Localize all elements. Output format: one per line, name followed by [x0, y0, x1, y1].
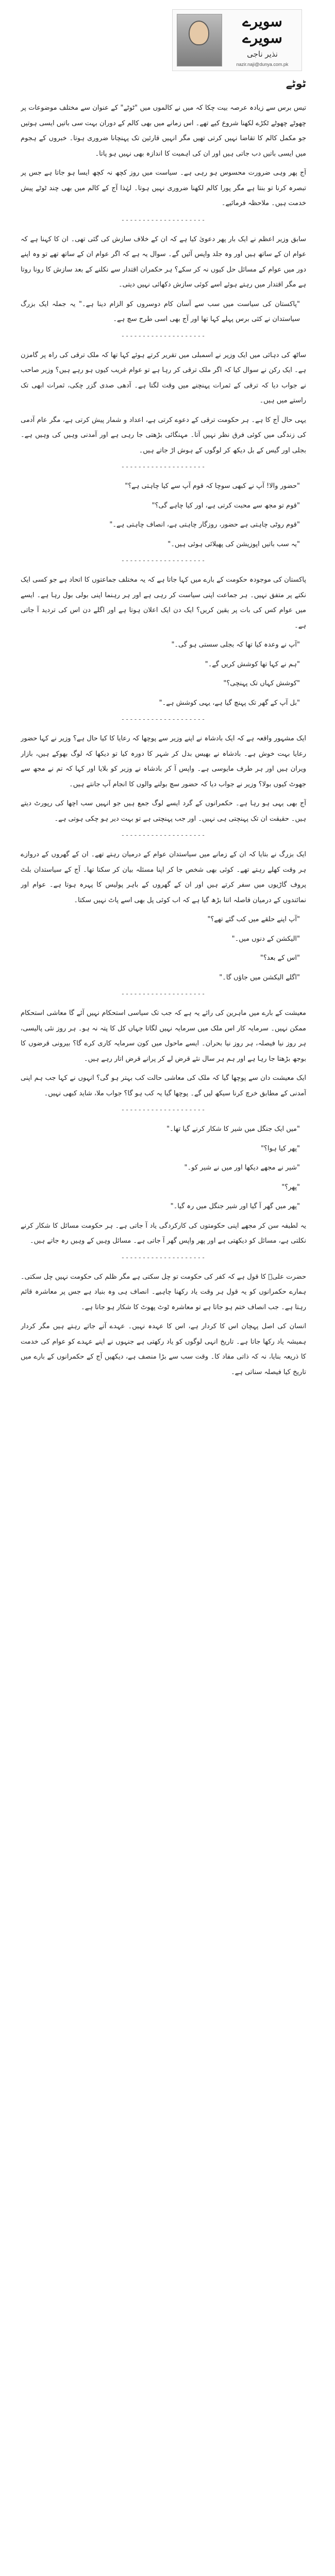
article-section — [21, 847, 306, 985]
section-separator: -------------------- — [121, 990, 206, 997]
article-section — [21, 572, 306, 710]
section-separator: -------------------- — [121, 216, 206, 224]
author-photo — [177, 14, 222, 66]
article-paragraph: ایک مشہور واقعہ ہے کہ ایک بادشاہ نے اپنے وزیر سے پوچھا کہ رعایا کا کیا حال ہے؟ وزیر نے کہا حضور رعایا بہت خوش ہے۔ بادشاہ نے بھیس بدل کر شہر کا دورہ کیا تو دیکھا کہ لوگ بھوکے ہیں، بازار ویران ہیں اور ہر طرف مایوسی ہے۔ واپس آ کر بادشاہ نے وزیر کو بلایا اور کہا کہ تم نے مجھ سے جھوٹ کیوں بولا؟ وزیر نے جواب دیا کہ حضور سچ بولنے والوں کا انجام آپ جانتے ہیں۔ — [21, 735, 306, 788]
article-paragraph: حضرت علیؓ کا قول ہے کہ کفر کی حکومت تو چل سکتی ہے مگر ظلم کی حکومت نہیں چل سکتی۔ ہمارے حکمرانوں کو یہ قول ہر وقت یاد رکھنا چاہیے۔ انصاف ہی وہ بنیاد ہے جس پر معاشرہ قائم رہتا ہے۔ جب انصاف ختم ہو جاتا ہے تو معاشرہ ٹوٹ پھوٹ کا شکار ہو جاتا ہے۔ — [21, 1273, 306, 1311]
article-body — [21, 100, 306, 2576]
article-paragraph: ایک بزرگ نے بتایا کہ ان کے زمانے میں سیاستدان عوام کے درمیان رہتے تھے۔ ان کے گھروں کے دروازے ہر وقت کھلے رہتے تھے۔ کوئی بھی شخص جا کر اپنا مسئلہ بیان کر سکتا تھا۔ آج کے سیاستدان بلٹ پروف گاڑیوں میں سفر کرتے ہیں اور ان کے گھروں کے باہر پولیس کا پہرہ ہوتا ہے۔ عوام اور نمائندوں کے درمیان فاصلہ اتنا بڑھ گیا ہے کہ اب کوئی پل بھی اسے پاٹ نہیں سکتا۔ — [21, 851, 306, 904]
author-email: nazir.naji@dunya.com.pk — [236, 62, 289, 67]
article-section — [21, 1269, 306, 1380]
article-paragraph: "پھر میں گھر آ گیا اور شیر جنگل میں رہ گیا۔" — [170, 1202, 300, 1210]
article-paragraph: "اس کے بعد؟" — [260, 954, 300, 962]
article-section — [21, 100, 306, 211]
section-separator: -------------------- — [121, 1106, 206, 1113]
article-paragraph: سابق وزیر اعظم نے ایک بار پھر دعویٰ کیا ہے کہ ان کے خلاف سازش کی گئی تھی۔ ان کا کہنا ہے کہ عوام ان کے ساتھ ہیں اور وہ جلد واپس آئیں گے۔ سوال یہ ہے کہ اگر عوام ان کے ساتھ تھے تو وہ اپنے دور میں عوام کے مسائل حل کیوں نہ کر سکے؟ ہر حکمران اقتدار سے نکلنے کے بعد سازش کا رونا روتا ہے مگر اقتدار میں رہتے ہوئے اسے کوئی سازش دکھائی نہیں دیتی۔ — [21, 235, 306, 289]
article-paragraph: "قوم روٹی چاہتی ہے حضور، روزگار چاہتی ہے، انصاف چاہتی ہے۔" — [109, 521, 300, 529]
article-paragraph: "اگلے الیکشن میں جاؤں گا۔" — [219, 973, 300, 981]
article-paragraph: "الیکشن کے دنوں میں۔" — [231, 935, 300, 943]
article-paragraph: "قوم تو مجھ سے محبت کرتی ہے، اور کیا چاہے گی؟" — [152, 501, 300, 510]
article-paragraph: پاکستان کی موجودہ حکومت کے بارے میں کہا جاتا ہے کہ یہ مختلف جماعتوں کا اتحاد ہے جو کسی ایک نکتے پر متفق نہیں۔ ہر جماعت اپنی سیاست کر رہی ہے اور ہر رہنما اپنی بولی بول رہا ہے۔ ایسے میں عوام کس کی بات پر یقین کریں؟ ایک دن ایک اعلان ہوتا ہے اور اگلے دن اس کی تردید آ جاتی ہے۔ — [21, 576, 306, 630]
article-paragraph: "شیر نے مجھے دیکھا اور میں نے شیر کو۔" — [184, 1164, 300, 1172]
article-paragraph: "پھر کیا ہوا؟" — [261, 1144, 300, 1153]
column-header — [21, 0, 306, 90]
article-section — [21, 348, 306, 459]
article-paragraph: "بل آپ کے گھر تک پہنچ گیا ہے، یہی کوشش ہے۔" — [159, 699, 300, 707]
article-section — [21, 1006, 306, 1101]
section-separator: -------------------- — [121, 332, 206, 340]
section-separator: -------------------- — [121, 463, 206, 470]
article-paragraph: آج بھی یہی ہو رہا ہے۔ حکمرانوں کے گرد ایسے لوگ جمع ہیں جو انہیں سب اچھا کی رپورٹ دیتے ہیں۔ حقیقت ان تک پہنچتی ہی نہیں۔ اور جب پہنچتی ہے تو بہت دیر ہو چکی ہوتی ہے۔ — [21, 800, 306, 823]
article-section — [21, 232, 306, 327]
section-separator: -------------------- — [121, 557, 206, 564]
article-paragraph: ساٹھ کی دہائی میں ایک وزیر نے اسمبلی میں تقریر کرتے ہوئے کہا تھا کہ ملک ترقی کی راہ پر گامزن ہے۔ ایک رکن نے سوال کیا کہ اگر ملک ترقی کر رہا ہے تو عوام غریب کیوں ہو رہے ہیں؟ وزیر صاحب نے جواب دیا کہ ترقی کے ثمرات پہنچنے میں وقت لگتا ہے۔ آدھی صدی گزر چکی، ثمرات ابھی تک راستے میں ہیں۔ — [21, 351, 306, 404]
section-separator: -------------------- — [121, 832, 206, 839]
article-paragraph: "آپ اپنے حلقے میں کب گئے تھے؟" — [207, 916, 300, 923]
article-paragraph: "پاکستان کی سیاست میں سب سے آسان کام دوسروں کو الزام دینا ہے۔" یہ جملہ ایک بزرگ سیاستدان نے کئی برس پہلے کہا تھا اور آج بھی اسی طرح سچ ہے۔ — [21, 300, 300, 323]
article-paragraph: ایک معیشت دان سے پوچھا گیا کہ ملک کی معاشی حالت کب بہتر ہو گی؟ انہوں نے کہا جب ہم اپنی آمدنی کے مطابق خرچ کرنا سیکھ لیں گے۔ پوچھا گیا یہ کب ہو گا؟ جواب ملا، شاید کبھی نہیں۔ — [21, 1074, 306, 1097]
section-separator: -------------------- — [121, 716, 206, 723]
column-title-line2: سویرے — [242, 29, 282, 46]
article-paragraph: آج پھر وہی ضرورت محسوس ہو رہی ہے۔ سیاست میں روز کچھ نہ کچھ ایسا ہو جاتا ہے جس پر تبصرہ کرنا تو بنتا ہے مگر پورا کالم لکھنا ضروری نہیں ہوتا۔ لہٰذا آج کے کالم میں بھی چند ٹوٹے پیش خدمت ہیں۔ ملاحظہ فرمائیے۔ — [21, 169, 306, 207]
article-title: ٹوٹے — [286, 77, 306, 90]
article-paragraph: "یہ سب باتیں اپوزیشن کی پھیلائی ہوئی ہیں۔" — [167, 540, 300, 548]
article-paragraph: "پھر؟" — [281, 1183, 300, 1191]
section-separator: -------------------- — [121, 1253, 206, 1261]
article-section — [21, 731, 306, 826]
article-paragraph: "ہم نے کہا تھا کوشش کریں گے۔" — [205, 660, 300, 668]
article-paragraph: "آپ نے وعدہ کیا تھا کہ بجلی سستی ہو گی۔" — [171, 641, 300, 649]
article-paragraph: یہی حال آج کا ہے۔ ہر حکومت ترقی کے دعوے کرتی ہے، اعداد و شمار پیش کرتی ہے، مگر عام آدمی کی زندگی میں کوئی فرق نظر نہیں آتا۔ مہنگائی بڑھتی جا رہی ہے اور آمدنی وہیں کی وہیں ہے۔ بجلی اور گیس کے بل دیکھ کر لوگوں کے ہوش اڑ جاتے ہیں۔ — [21, 416, 306, 454]
article-paragraph: یہ لطیفہ سن کر مجھے اپنی حکومتوں کی کارکردگی یاد آ جاتی ہے۔ ہر حکومت مسائل کا شکار کرنے نکلتی ہے، مسائل کو دیکھتی ہے اور پھر واپس گھر آ جاتی ہے۔ مسائل وہیں کے وہیں رہ جاتے ہیں۔ — [21, 1222, 306, 1245]
article-section — [21, 1122, 306, 1249]
article-section — [21, 479, 306, 552]
author-name: نذیر ناجی — [247, 49, 278, 59]
article-paragraph: "حضور والا! آپ نے کبھی سوچا کہ قوم آپ سے کیا چاہتی ہے؟" — [125, 482, 300, 490]
article-paragraph: "میں ایک جنگل میں شیر کا شکار کرنے گیا تھا۔" — [166, 1125, 300, 1133]
logo-texts — [226, 10, 301, 71]
column-logo — [172, 9, 302, 71]
article-paragraph: "کوشش کہاں تک پہنچی؟" — [223, 680, 300, 687]
article-paragraph: معیشت کے بارے میں ماہرین کی رائے یہ ہے کہ جب تک سیاسی استحکام نہیں آئے گا معاشی استحکام ممکن نہیں۔ سرمایہ کار اس ملک میں سرمایہ نہیں لگاتا جہاں کل کا پتہ نہ ہو۔ ہر روز نئی پالیسی، ہر روز نیا فیصلہ، ہر روز نیا بحران۔ ایسے ماحول میں کون سرمایہ کاری کرے گا؟ بیرونی قرضوں کا بوجھ بڑھتا جا رہا ہے اور ہم ہر سال نئے قرض لے کر پرانے قرض اتار رہے ہیں۔ — [21, 1009, 306, 1063]
article-paragraph: انسان کی اصل پہچان اس کا کردار ہے، اس کا عہدہ نہیں۔ عہدے آتے جاتے رہتے ہیں مگر کردار ہمیشہ یاد رکھا جاتا ہے۔ تاریخ انہی لوگوں کو یاد رکھتی ہے جنہوں نے اپنے عہدے کو عوام کی خدمت کا ذریعہ بنایا، نہ کہ ذاتی مفاد کا۔ وقت سب سے بڑا منصف ہے، دیکھیں آج کے حکمرانوں کے بارے میں تاریخ کیا فیصلہ سناتی ہے۔ — [21, 1323, 306, 1376]
column-title-line1: سویرے — [242, 12, 282, 30]
article-paragraph: تیس برس سے زیادہ عرصہ بیت چکا کہ میں نے کالموں میں "ٹوٹے" کے عنوان سے مختلف موضوعات پر چھوٹے چھوٹے ٹکڑے لکھنا شروع کیے تھے۔ اس زمانے میں بھی کالم کے دوران بہت سی باتیں ایسی ہوتیں جو مکمل کالم کا تقاضا نہیں کرتی تھیں مگر انہیں قارئین تک پہنچانا ضروری ہوتا۔ خبروں کے ہجوم میں ایسی باتیں دب جاتی ہیں اور ان کی اہمیت کا اندازہ بھی نہیں ہو پاتا۔ — [21, 104, 306, 158]
